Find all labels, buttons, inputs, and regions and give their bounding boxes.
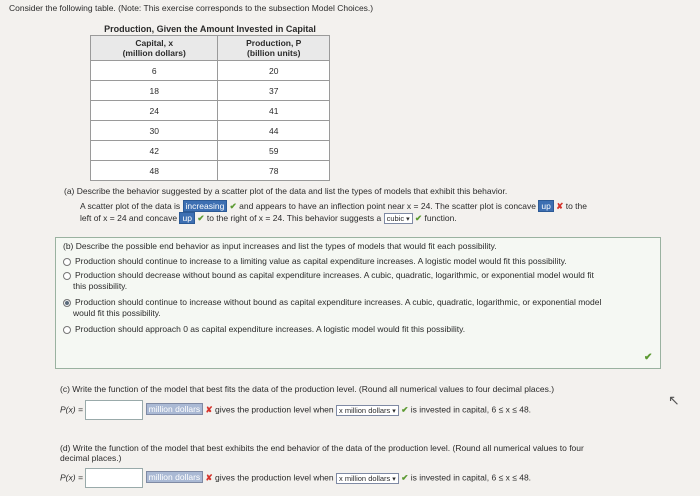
intro-text: Consider the following table. (Note: This exercise corresponds to the subsection Model Choices.) [9, 3, 374, 13]
check-icon: ✔ [644, 352, 653, 363]
chevron-down-icon: ▾ [392, 407, 396, 415]
incorrect-icon: ✘ [205, 472, 213, 483]
answer-input-d[interactable] [85, 468, 143, 488]
check-icon: ✔ [401, 404, 409, 415]
part-c-question: (c) Write the function of the model that best fits the data of the production level. (Round all numerical values to four decimal places.) [60, 384, 555, 394]
units-select-c[interactable]: million dollars [146, 403, 204, 415]
mouse-cursor-icon: ↖ [668, 392, 680, 408]
part-d-question: (d) Write the function of the model that best exhibits the end behavior of the data of the production level. (Round all numerical values to four decimal places.) [60, 443, 584, 463]
units-select-d[interactable]: million dollars [146, 471, 204, 483]
concavity-left-select[interactable]: up [538, 200, 553, 212]
radio-button[interactable] [63, 272, 71, 280]
part-a-question: (a) Describe the behavior suggested by a scatter plot of the data and list the types of models that exhibit this behavior. [64, 186, 508, 196]
concavity-right-select[interactable]: up [179, 212, 194, 224]
table-row: 24 41 [91, 101, 330, 121]
header-production: Production, P (billion units) [218, 36, 330, 61]
option-decrease[interactable]: Production should decrease without bound as capital expenditure increases. A cubic, quadratic, logarithmic, or exponential model would fit [63, 270, 653, 280]
option-approach-zero[interactable]: Production should approach 0 as capital expenditure increases. A logistic model would fit this possibility. [63, 324, 653, 334]
check-icon: ✔ [197, 213, 205, 223]
option-increase-cont: would fit this possibility. [73, 308, 161, 318]
table-row: 30 44 [91, 121, 330, 141]
chevron-down-icon: ▾ [392, 475, 396, 483]
option-logistic-limit[interactable]: Production should continue to increase to a limiting value as capital expenditure increases. A logistic model would fit this possibility. [63, 256, 653, 266]
production-table [90, 35, 330, 181]
table-row: 48 78 [91, 161, 330, 181]
table-row: 42 59 [91, 141, 330, 161]
header-capital: Capital, x (million dollars) [91, 36, 218, 61]
function-type-select[interactable]: cubic ▾ [384, 213, 413, 224]
radio-button[interactable] [63, 258, 71, 266]
part-a-line1: A scatter plot of the data is increasing ✔ and appears to have an inflection point near x = 24. The scatter plot is concave up ✘ to the [80, 201, 587, 211]
check-icon: ✔ [415, 213, 423, 223]
incorrect-icon: ✘ [556, 201, 564, 211]
x-units-select-c[interactable]: x million dollars ▾ [336, 405, 399, 416]
part-c-answer: P(x) = million dollars ✘ gives the production level when x million dollars ▾ ✔ is invested in capital, 6 ≤ x ≤ 48. [60, 400, 680, 420]
radio-button[interactable] [63, 326, 71, 334]
table-row: 18 37 [91, 81, 330, 101]
check-icon: ✔ [229, 201, 237, 211]
part-a-line2: left of x = 24 and concave up ✔ to the right of x = 24. This behavior suggests a cubic ▾ ✔ function. [80, 213, 457, 224]
incorrect-icon: ✘ [205, 404, 213, 415]
behavior-select[interactable]: increasing [183, 200, 228, 212]
x-units-select-d[interactable]: x million dollars ▾ [336, 473, 399, 484]
option-increase-unbounded[interactable]: Production should continue to increase without bound as capital expenditure increases. A cubic, quadratic, logarithmic, or exponential model [63, 297, 653, 307]
check-icon: ✔ [401, 472, 409, 483]
chevron-down-icon: ▾ [406, 216, 410, 224]
table-row: 6 20 [91, 61, 330, 81]
part-d-answer: P(x) = million dollars ✘ gives the production level when x million dollars ▾ ✔ is invested in capital, 6 ≤ x ≤ 48. [60, 468, 680, 488]
table-caption: Production, Given the Amount Invested in Capital [104, 24, 316, 34]
part-b-question: (b) Describe the possible end behavior as input increases and list the types of models that would fit each possibility. [63, 241, 497, 251]
option-decrease-cont: this possibility. [73, 281, 128, 291]
answer-input-c[interactable] [85, 400, 143, 420]
radio-button-selected[interactable] [63, 299, 71, 307]
